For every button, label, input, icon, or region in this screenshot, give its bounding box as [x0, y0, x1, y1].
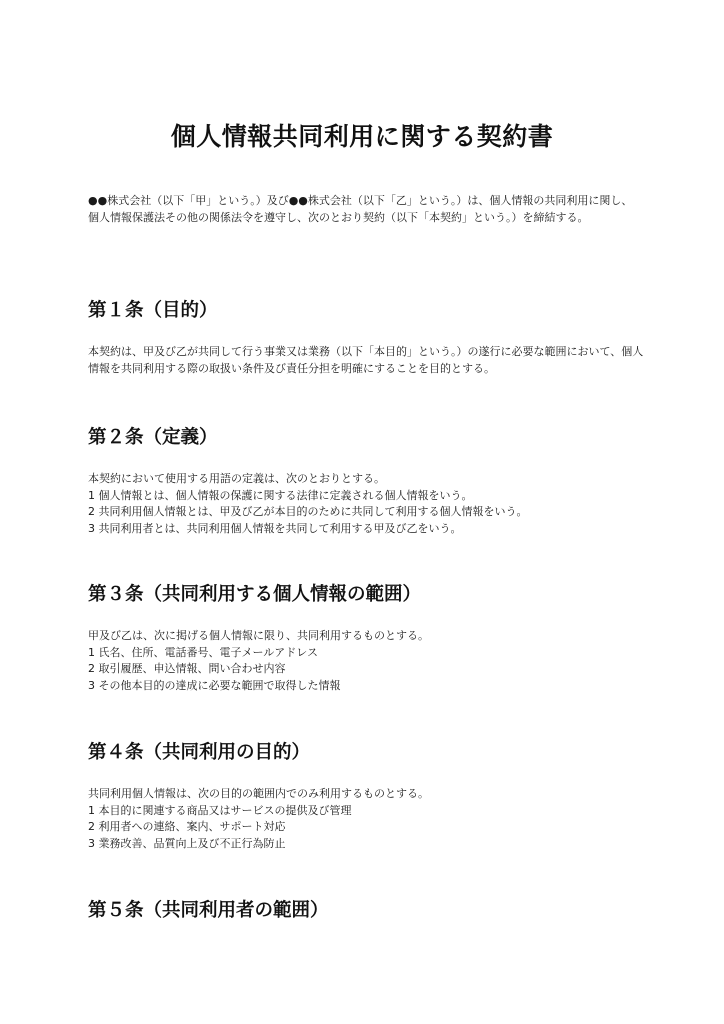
document-title: 個人情報共同利用に関する契約書: [170, 122, 554, 151]
article-heading: 第３条（共同利用する個人情報の範囲）: [88, 584, 422, 605]
article-2: [88, 425, 648, 537]
list-item: 1 氏名、住所、電話番号、電子メールアドレス: [88, 645, 318, 659]
article-heading: 第５条（共同利用者の範囲）: [88, 900, 329, 921]
article-item-list: [88, 803, 648, 853]
intro-paragraph: ●●株式会社（以下「甲」という。）及び●●株式会社（以下「乙」という。）は、個人情報の共同利用に関し、個人情報保護法その他の関係法令を遵守し、次のとおり契約（以下「本契約」という。）を締結する。: [88, 194, 633, 224]
article-4: [88, 740, 648, 852]
article-body: [88, 471, 648, 537]
article-body: [88, 786, 648, 852]
article-heading: 第４条（共同利用の目的）: [88, 742, 311, 763]
article-body: [88, 628, 648, 694]
list-item: 2 利用者への連絡、案内、サポート対応: [88, 820, 286, 833]
article-body: [88, 344, 648, 377]
article-text: 本契約において使用する用語の定義は、次のとおりとする。: [88, 472, 385, 485]
list-item: 1 個人情報とは、個人情報の保護に関する法律に定義される個人情報をいう。: [88, 488, 473, 502]
article-heading: 第２条（定義）: [88, 427, 218, 448]
list-item: 2 共同利用個人情報とは、甲及び乙が本目的のために共同して利用する個人情報をいう。: [88, 505, 528, 518]
article-heading: 第１条（目的）: [88, 300, 218, 321]
article-text: 共同利用個人情報は、次の目的の範囲内でのみ利用するものとする。: [88, 787, 429, 800]
list-item: 3 共同利用者とは、共同利用個人情報を共同して利用する甲及び乙をいう。: [88, 521, 462, 535]
list-item: 2 取引履歴、申込情報、問い合わせ内容: [88, 662, 286, 675]
list-item: 3 業務改善、品質向上及び不正行為防止: [88, 836, 286, 850]
article-1: [88, 298, 648, 377]
article-text: 甲及び乙は、次に掲げる個人情報に限り、共同利用するものとする。: [88, 629, 429, 642]
article-text: 本契約は、甲及び乙が共同して行う事業又は業務（以下「本目的」という。）の遂行に必要な範囲において、個人情報を共同利用する際の取扱い条件及び責任分担を明確にすることを目的とする。: [88, 345, 644, 375]
article-3: [88, 582, 648, 694]
article-item-list: [88, 645, 648, 695]
article-5: [88, 898, 648, 924]
list-item: 3 その他本目的の達成に必要な範囲で取得した情報: [88, 678, 341, 692]
article-item-list: [88, 488, 648, 538]
list-item: 1 本目的に関連する商品又はサービスの提供及び管理: [88, 803, 352, 817]
